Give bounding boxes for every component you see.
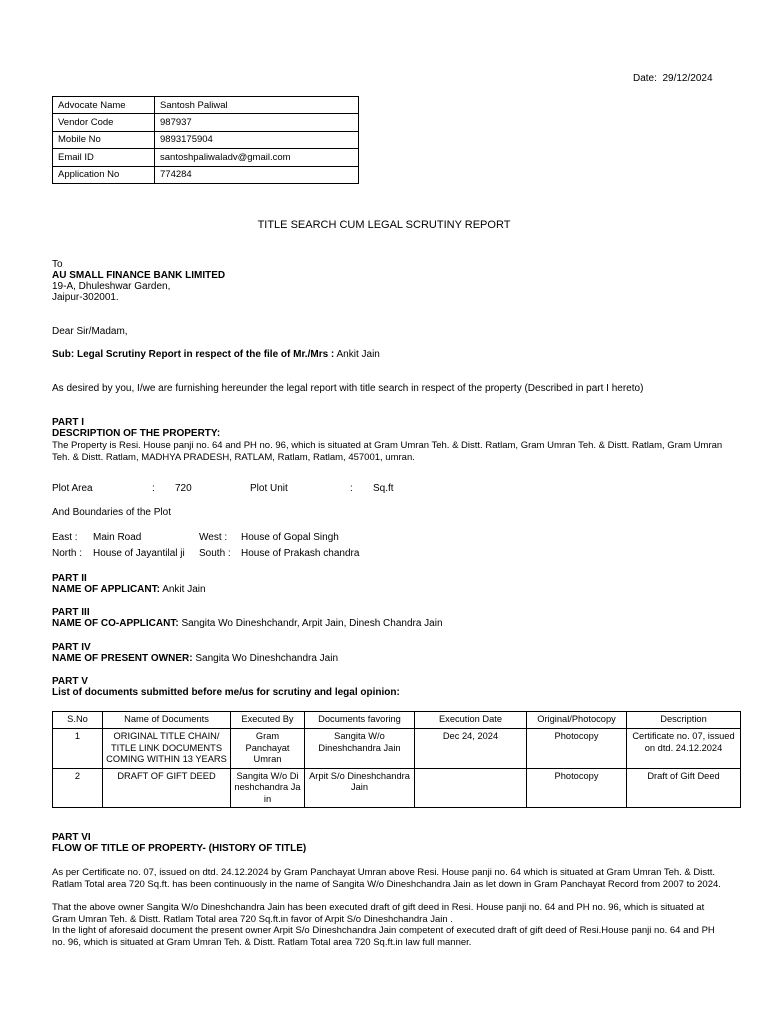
table-cell: Draft of Gift Deed [627,768,741,808]
present-owner-value: Sangita Wo Dineshchandra Jain [192,653,339,664]
documents-table [52,711,741,808]
table-row [53,166,359,183]
subject-value: Ankit Jain [334,349,380,360]
applicant-label: NAME OF APPLICANT: [52,584,160,595]
info-value: Santosh Paliwal [155,97,359,114]
info-value: 9893175904 [155,131,359,148]
info-value: 774284 [155,166,359,183]
north-value: House of Jayantilal ji [93,548,185,559]
table-cell: Sangita W/o Dineshchandra Jain [231,768,305,808]
table-cell: Dec 24, 2024 [415,729,527,769]
info-key: Application No [53,166,155,183]
co-applicant-value: Sangita Wo Dineshchandr, Arpit Jain, Dinesh Chandra Jain [178,618,443,629]
part6-heading: PART VI [52,832,91,843]
east-value: Main Road [93,532,142,543]
table-row [53,768,741,808]
subject-label: Sub: Legal Scrutiny Report in respect of the file of Mr./Mrs : [52,349,335,360]
west-label: West : [199,532,228,543]
title-history-para-2: That the above owner Sangita W/o Dineshchandra Jain has been executed draft of gift deed in Resi. House panji no. 64 and PH no. 96, which is situated at Gram Umran Teh. & Distt. Ratlam Total area 720 Sq.ft.in favor of Arpit S/o Dineshchandra Jain . [52,902,705,925]
table-header-row [53,712,741,729]
title-history-para-3: In the light of aforesaid document the present owner Arpit S/o Dineshchandra Jain competent of executed draft of gift deed of Resi.House panji no. 64 and PH no. 96, which is situated at Gram Umran Teh. & Distt. Ratlam Total area 720 Sq.ft.in law full manner. [52,925,715,948]
column-header: Description [627,712,741,729]
addressee-to: To [52,259,63,270]
table-row [53,131,359,148]
part1-heading: PART I [52,417,85,428]
report-date [633,73,713,85]
salutation: Dear Sir/Madam, [52,326,128,337]
plot-area-colon: : [152,483,155,494]
part3-heading: PART III [52,607,90,618]
applicant-value: Ankit Jain [159,584,206,595]
addressee-line1: 19-A, Dhuleshwar Garden, [52,281,171,292]
column-header: Documents favoring [305,712,415,729]
part1-description: The Property is Resi. House panji no. 64 and PH no. 96, which is situated at Gram Umran Teh. & Distt. Ratlam, Gram Umran Teh. & Distt. Ratlam, Gram Umran Teh. & Distt. Ratlam, MADHYA PRADESH, RATLAM, Ratlam, Ratlam, 457001, umran. [52,440,723,463]
date-value: 29/12/2024 [662,73,713,84]
south-value: House of Prakash chandra [241,548,360,559]
plot-area-value: 720 [175,483,192,494]
table-cell: 2 [53,768,103,808]
info-value: 987937 [155,114,359,131]
part2-line [52,584,206,596]
table-row [53,114,359,131]
date-label: Date: [633,73,657,84]
present-owner-label: NAME OF PRESENT OWNER: [52,653,193,664]
info-key: Advocate Name [53,97,155,114]
table-cell: Certificate no. 07, issued on dtd. 24.12.2024 [627,729,741,769]
west-value: House of Gopal Singh [241,532,339,543]
subject-line [52,349,380,361]
info-key: Email ID [53,149,155,166]
addressee-line2: Jaipur-302001. [52,292,119,303]
plot-unit-colon: : [350,483,353,494]
info-key: Mobile No [53,131,155,148]
table-cell: DRAFT OF GIFT DEED [103,768,231,808]
table-cell: Photocopy [527,768,627,808]
info-value: santoshpaliwaladv@gmail.com [155,149,359,166]
part5-subheading: List of documents submitted before me/us for scrutiny and legal opinion: [52,687,400,698]
table-cell: Arpit S/o Dineshchandra Jain [305,768,415,808]
plot-unit-value: Sq.ft [373,483,394,494]
column-header: Original/Photocopy [527,712,627,729]
table-cell: Sangita W/o Dineshchandra Jain [305,729,415,769]
plot-unit-label: Plot Unit [250,483,288,494]
part6-subheading: FLOW OF TITLE OF PROPERTY- (HISTORY OF TITLE) [52,843,307,854]
column-header: S.No [53,712,103,729]
table-cell: ORIGINAL TITLE CHAIN/ TITLE LINK DOCUMENTS COMING WITHIN 13 YEARS [103,729,231,769]
south-label: South : [199,548,231,559]
table-cell: Photocopy [527,729,627,769]
page-title: TITLE SEARCH CUM LEGAL SCRUTINY REPORT [257,219,511,231]
column-header: Name of Documents [103,712,231,729]
title-history-para-1: As per Certificate no. 07, issued on dtd. 24.12.2024 by Gram Panchayat Umran above Resi. House panji no. 64 which is situated at Gram Umran Teh. & Distt. Ratlam Total area 720 Sq.ft. has been continuously in the name of Sangita W/o Dineshchandra Jain as let down in Gram Panchayat Record from 2007 to 2024. [52,867,721,890]
part5-heading: PART V [52,676,88,687]
column-header: Executed By [231,712,305,729]
addressee-bank: AU SMALL FINANCE BANK LIMITED [52,270,226,281]
part1-subheading: DESCRIPTION OF THE PROPERTY: [52,428,221,439]
info-key: Vendor Code [53,114,155,131]
east-label: East : [52,532,78,543]
part3-line [52,618,443,630]
table-cell: 1 [53,729,103,769]
part4-line [52,653,338,665]
table-cell: Gram Panchayat Umran [231,729,305,769]
table-row [53,729,741,769]
part4-heading: PART IV [52,642,91,653]
column-header: Execution Date [415,712,527,729]
intro-text: As desired by you, I/we are furnishing hereunder the legal report with title search in respect of the property (Described in part I hereto) [52,383,644,394]
part2-heading: PART II [52,573,87,584]
advocate-info-table [52,96,359,184]
co-applicant-label: NAME OF CO-APPLICANT: [52,618,179,629]
table-row [53,97,359,114]
boundaries-label: And Boundaries of the Plot [52,507,171,518]
north-label: North : [52,548,83,559]
plot-area-label: Plot Area [52,483,93,494]
table-cell [415,768,527,808]
table-row [53,149,359,166]
